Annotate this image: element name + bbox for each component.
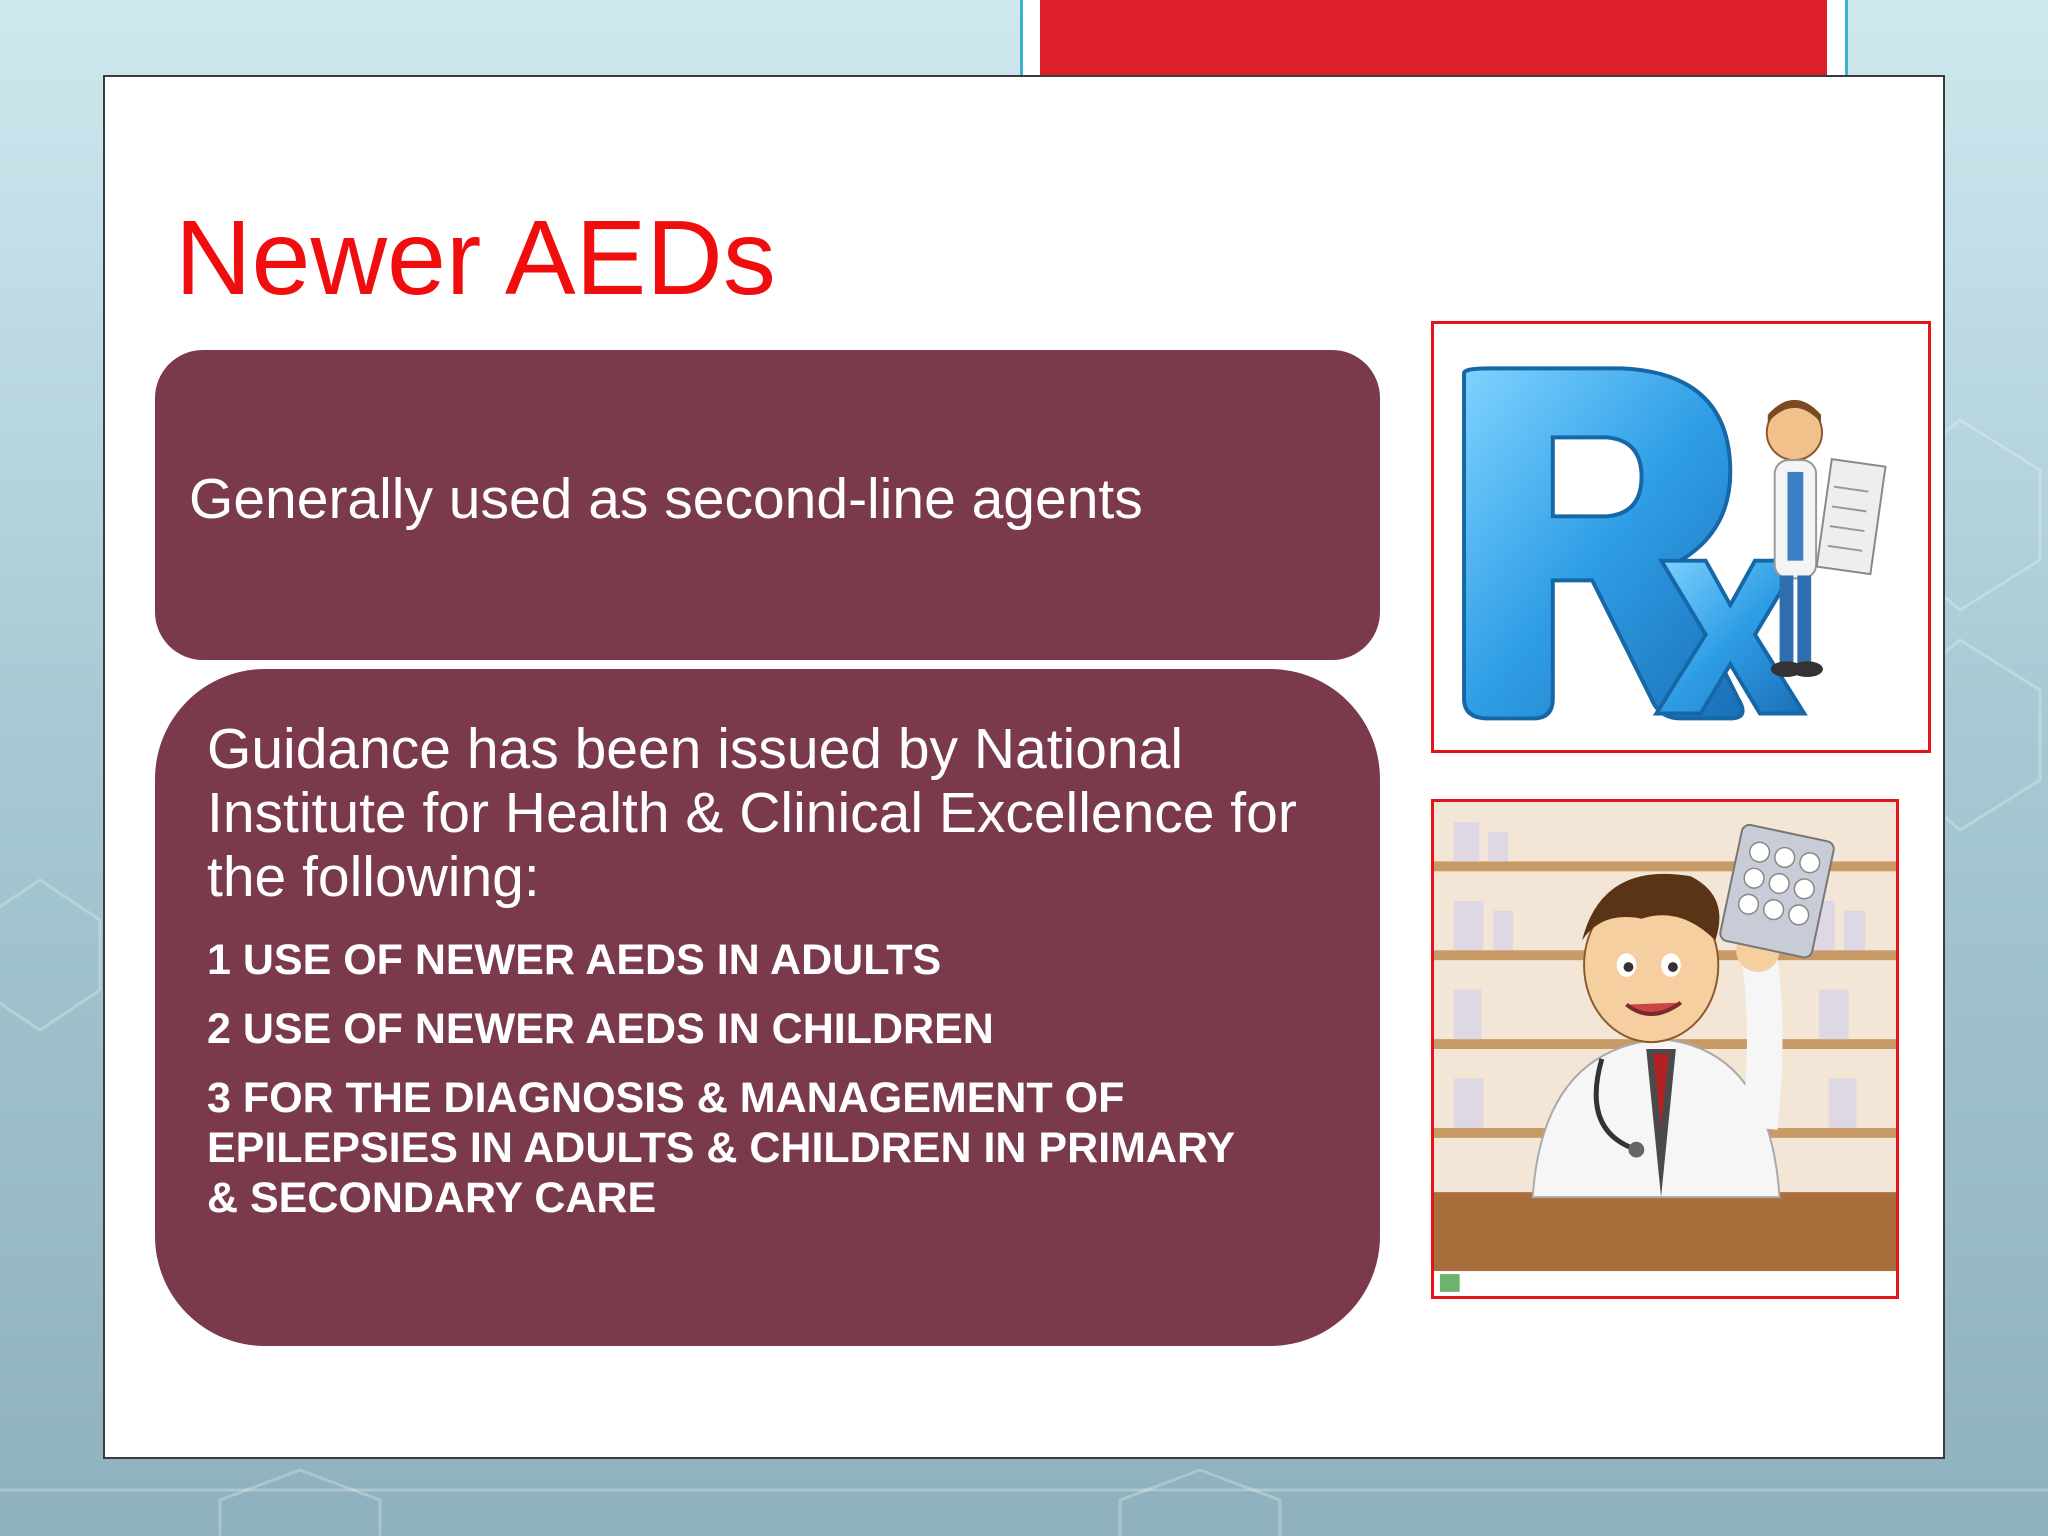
second-line-agents-box (155, 350, 1380, 660)
rx-symbol-icon (1434, 324, 1928, 750)
pharmacist-image (1431, 799, 1899, 1299)
nice-guidance-intro: Guidance has been issued by National Institute for Health & Clinical Excellence for the following: (207, 717, 1297, 909)
guidance-item-1: 1 USE OF NEWER AEDS IN ADULTS (207, 936, 942, 984)
nice-guidance-box (155, 669, 1380, 1346)
guidance-item-3: 3 FOR THE DIAGNOSIS & MANAGEMENT OF EPILEPSIES IN ADULTS & CHILDREN IN PRIMARY & SECONDARY CARE (207, 1074, 1235, 1222)
pharmacist-icon (1434, 802, 1896, 1296)
slide-title: Newer AEDs (175, 199, 776, 317)
guidance-item-2: 2 USE OF NEWER AEDS IN CHILDREN (207, 1005, 994, 1053)
rx-doctor-image (1431, 321, 1931, 753)
guidance-list (207, 935, 1340, 1223)
second-line-agents-text: Generally used as second-line agents (189, 467, 1143, 532)
